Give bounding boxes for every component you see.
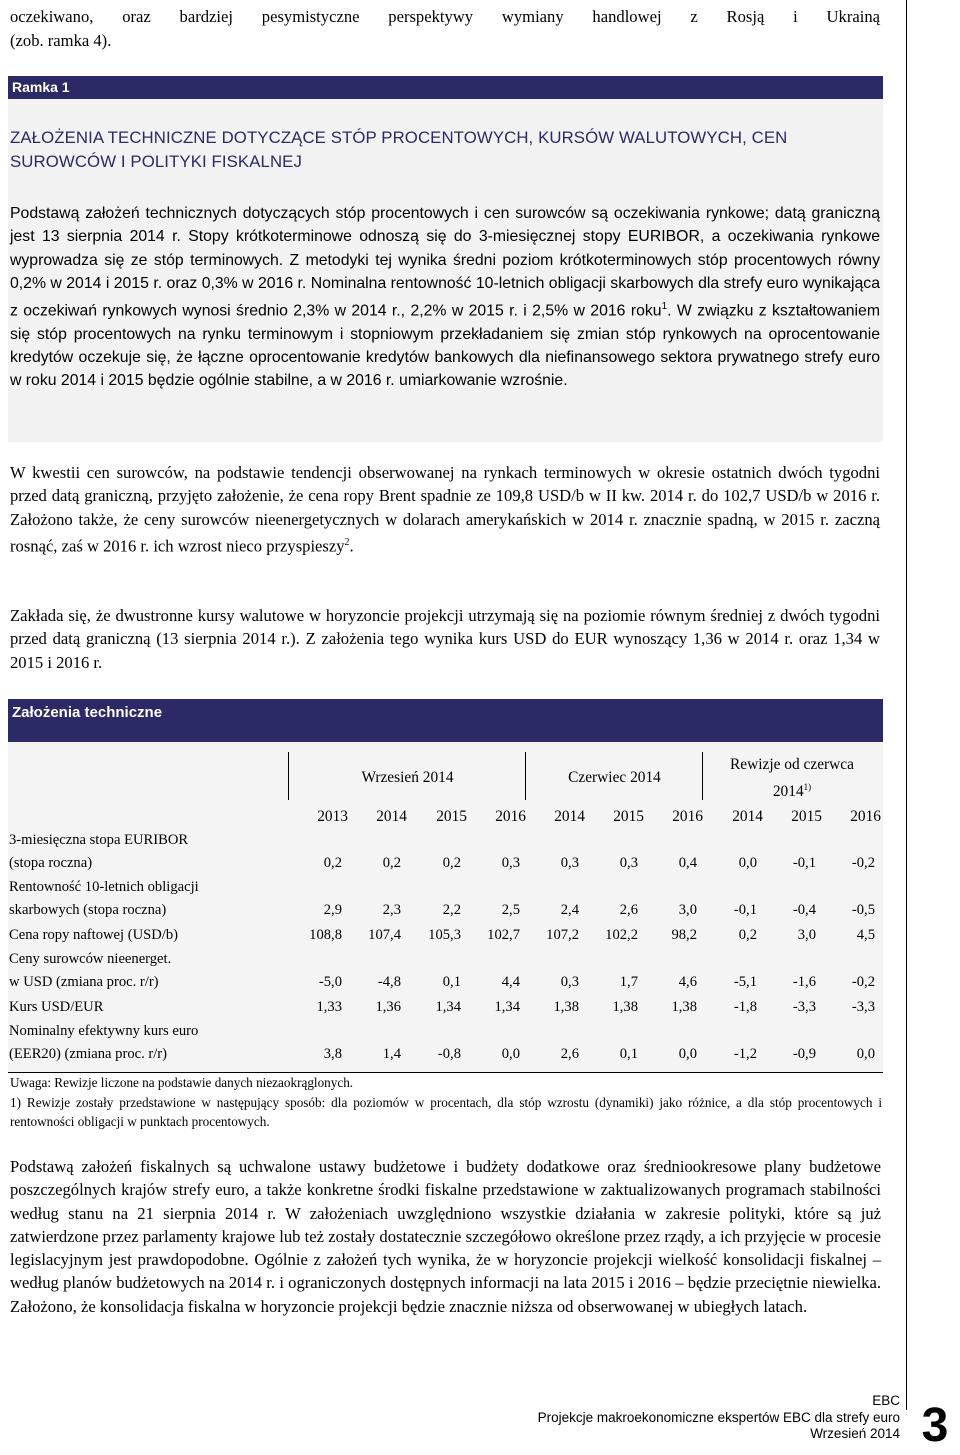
table-cell: -1,6	[792, 974, 816, 990]
table-cell: 4,5	[856, 927, 875, 943]
row-label: Cena ropy naftowej (USD/b)	[9, 927, 179, 943]
table-cell: 105,3	[428, 927, 461, 943]
group-header-revisions	[703, 752, 881, 804]
revisions-footnote-ref: 1)	[803, 781, 812, 792]
table-cell: -4,8	[377, 974, 401, 990]
table-cell: -0,2	[851, 855, 875, 871]
table-cell: 3,0	[678, 902, 697, 918]
year-header: 2016	[672, 807, 703, 825]
table-cell: 2,5	[501, 902, 520, 918]
table-cell: -0,8	[437, 1046, 461, 1062]
footnote-ref-1: 1	[661, 301, 668, 313]
table-cell: 107,4	[368, 927, 401, 943]
table-cell: 0,0	[678, 1046, 697, 1062]
table-cell: 98,2	[671, 927, 697, 943]
table-cell: 1,4	[382, 1046, 401, 1062]
row-label: skarbowych (stopa roczna)	[9, 902, 167, 918]
row-label: w USD (zmiana proc. r/r)	[9, 974, 159, 990]
table-cell: 3,8	[323, 1046, 342, 1062]
row-label: (stopa roczna)	[9, 855, 93, 871]
box-paragraph-1-text-cont: . W związku z kształtowaniem się stóp procentowych na rynku terminowym i stopniowym przekładaniem się zmian stóp rynkowych na oprocentowanie kredytów oczekuje się, że łączne oprocentowanie kredytów bankowych dla niefinansowego sektora prywatnego strefy euro w roku 2014 i 2015 będzie ogólnie stabilne, a w 2016 r. umiarkowanie wzrośnie.	[10, 302, 880, 390]
technical-assumptions-table	[9, 752, 881, 1067]
table-cell: 0,0	[856, 1046, 875, 1062]
table-row-label-line	[9, 876, 881, 898]
year-header: 2015	[436, 807, 467, 825]
table-cell: 0,4	[678, 855, 697, 871]
table-cell: 102,7	[487, 927, 520, 943]
table-cell: 0,3	[619, 855, 638, 871]
intro-line-2: (zob. ramka 4).	[10, 31, 112, 50]
table-row	[9, 851, 881, 876]
footnote-ref-2: 2	[344, 536, 350, 548]
table-cell: 1,7	[619, 974, 638, 990]
table-row	[9, 970, 881, 995]
table-cell: 0,2	[442, 855, 461, 871]
table-cell: 3,0	[797, 927, 816, 943]
table-cell: 0,3	[501, 855, 520, 871]
table-cell: 0,1	[619, 1046, 638, 1062]
table-cell: 0,2	[382, 855, 401, 871]
table-row	[9, 898, 881, 923]
table-row-label-line	[9, 829, 881, 851]
table-group-header-row	[9, 752, 881, 804]
box-heading: ZAŁOŻENIA TECHNICZNE DOTYCZĄCE STÓP PROCENTOWYCH, KURSÓW WALUTOWYCH, CEN SUROWCÓW I POLITYKI FISKALNEJ	[10, 128, 788, 171]
table-cell: 4,4	[501, 974, 520, 990]
table-cell: 2,6	[619, 902, 638, 918]
box-paragraph-2-text-cont: .	[349, 536, 354, 556]
table-cell: -0,5	[851, 902, 875, 918]
fiscal-policy-paragraph: Podstawą założeń fiskalnych są uchwalone ustawy budżetowe i budżety dodatkowe oraz średniookresowe plany budżetowe poszczególnych krajów strefy euro, a także konkretne środki fiskalne przedstawione w zaktualizowanych programach stabilności według stanu na 21 sierpnia 2014 r. W założeniach uwzględniono wszystkie działania w zakresie polityki, które są już zatwierdzone przez parlamenty krajowe lub też zostały dostatecznie szczegółowo określone przez rządy, a ich przyjęcie w procesie legislacyjnym jest prawdopodobne. Ogólnie z założeń tych wynika, że w horyzoncie projekcji wielkość konsolidacji fiskalnej – według planów budżetowych na 2014 r. i ograniczonych dostępnych informacji na lata 2015 i 2016 – będzie przeciętnie niewielka. Założono, że konsolidacja fiskalna w horyzoncie projekcji będzie znacznie niższa od obserwowanej w ubiegłych latach.	[10, 1157, 881, 1316]
table-cell: -0,4	[792, 902, 816, 918]
year-header: 2014	[732, 807, 763, 825]
row-label-line1: Ceny surowców nieenerget.	[9, 950, 172, 967]
table-cell: 0,0	[738, 855, 757, 871]
footer-org: EBC	[872, 1393, 900, 1408]
table-note-2: 1) Rewizje zostały przedstawione w następujący sposób: dla poziomów w procentach, dla stóp wzrostu (dynamiki) jako różnice, a dla stóp procentowych i rentowności obligacji w punktach procentowych.	[10, 1095, 882, 1129]
table-cell: 2,4	[560, 902, 579, 918]
table-cell: -0,2	[851, 974, 875, 990]
page-margin-rule	[906, 0, 907, 1410]
table-cell: 1,36	[375, 999, 401, 1015]
table-cell: 1,38	[553, 999, 579, 1015]
table-note-1: Uwaga: Rewizje liczone na podstawie danych niezaokrąglonych.	[10, 1075, 354, 1090]
table-cell: 0,1	[442, 974, 461, 990]
table-cell: 107,2	[546, 927, 579, 943]
table-cell: 0,3	[560, 855, 579, 871]
table-year-header-row	[9, 804, 881, 829]
table-cell: 4,6	[678, 974, 697, 990]
row-label: (EER20) (zmiana proc. r/r)	[9, 1046, 168, 1062]
table-row-label-line	[9, 948, 881, 970]
box-paragraph-exchange-rates: Zakłada się, że dwustronne kursy walutowe w horyzoncie projekcji utrzymają się na poziomie równym średniej z dwóch tygodni przed datą graniczną (13 sierpnia 2014 r.). Z założenia tego wynika kurs USD do EUR wynoszący 1,36 w 2014 r. oraz 1,34 w 2015 i 2016 r.	[10, 606, 880, 672]
table-title-bar	[8, 699, 883, 742]
table-cell: 1,34	[435, 999, 461, 1015]
table-cell: 0,3	[560, 974, 579, 990]
table-cell: 0,2	[738, 927, 757, 943]
year-header: 2014	[376, 807, 407, 825]
year-header: 2016	[850, 807, 881, 825]
revisions-label-line1: Rewizje od czerwca	[730, 755, 854, 773]
page-number: 3	[921, 1399, 949, 1452]
year-header: 2015	[613, 807, 644, 825]
table-cell: 108,8	[309, 927, 342, 943]
year-header: 2016	[495, 807, 526, 825]
table-row	[9, 923, 881, 948]
table-cell: -3,3	[792, 999, 816, 1015]
table-cell: -0,1	[792, 855, 816, 871]
table-title: Założenia techniczne	[12, 704, 163, 721]
table-cell: 0,0	[501, 1046, 520, 1062]
year-header: 2013	[317, 807, 348, 825]
group-header-june: Czerwiec 2014	[568, 769, 661, 786]
table-cell: -0,9	[792, 1046, 816, 1062]
footer-date: Wrzesień 2014	[810, 1426, 900, 1441]
box-paragraph-1-text: Podstawą założeń technicznych dotyczących stóp procentowych i cen surowców są oczekiwania rynkowe; datą graniczną jest 13 sierpnia 2014 r. Stopy krótkoterminowe odnoszą się do 3-miesięcznej stopy EURIBOR, a oczekiwania rynkowe wyprowadza się ze stóp terminowych. Z metodyki tej wynika średni poziom krótkoterminowych stóp procentowych równy 0,2% w 2014 i 2015 r. oraz 0,3% w 2016 r. Nominalna rentowność 10-letnich obligacji skarbowych dla strefy euro wynikająca z oczekiwań rynkowych wynosi średnio 2,3% w 2014 r., 2,2% w 2015 r. i 2,5% w 2016 roku	[10, 205, 880, 320]
table-cell: 2,9	[323, 902, 342, 918]
table-cell: 102,2	[605, 927, 638, 943]
box-paragraph-2-text: W kwestii cen surowców, na podstawie tendencji obserwowanej na rynkach terminowych w okresie ostatnich dwóch tygodni przed datą graniczną, przyjęto założenie, że cena ropy Brent spadnie ze 109,8 USD/b w II kw. 2014 r. do 102,7 USD/b w 2016 r. Założono także, że ceny surowców nieenergetycznych w dolarach amerykańskich w 2014 r. znacznie spadną, w 2015 r. zaczną rosnąć, zaś w 2016 r. ich wzrost nieco przyspieszy	[10, 463, 880, 556]
row-label-line1: Rentowność 10-letnich obligacji	[9, 878, 199, 895]
row-label-line1: 3-miesięczna stopa EURIBOR	[9, 831, 189, 848]
table-cell: 1,34	[494, 999, 520, 1015]
table-cell: -5,1	[733, 974, 757, 990]
table-cell: -1,2	[733, 1046, 757, 1062]
table-cell: 2,2	[442, 902, 461, 918]
footer-title: Projekcje makroekonomiczne ekspertów EBC dla strefy euro	[537, 1409, 900, 1425]
table-cell: 2,6	[560, 1046, 579, 1062]
box-label-bar	[8, 76, 883, 99]
intro-line-1: oczekiwano, oraz bardziej pesymistyczne perspektywy wymiany handlowej z Rosją i Ukrainą	[10, 7, 880, 26]
table-cell: -5,0	[318, 974, 342, 990]
table-body	[9, 829, 881, 1067]
table-cell: -3,3	[851, 999, 875, 1015]
group-header-september: Wrzesień 2014	[361, 769, 454, 786]
row-label: Kurs USD/EUR	[9, 999, 104, 1015]
revisions-label-line2: 2014	[772, 783, 804, 801]
table-cell: 1,38	[612, 999, 638, 1015]
table-cell: -1,8	[733, 999, 757, 1015]
table-cell: 1,33	[316, 999, 342, 1015]
table-row	[9, 995, 881, 1020]
year-header: 2015	[791, 807, 822, 825]
table-cell: 0,2	[323, 855, 342, 871]
table-cell: 2,3	[382, 902, 401, 918]
box-paragraph-interest-rates	[10, 202, 880, 393]
table-cell: -0,1	[733, 902, 757, 918]
row-label-line1: Nominalny efektywny kurs euro	[9, 1022, 199, 1039]
table-cell: 1,38	[671, 999, 697, 1015]
table-row	[9, 1042, 881, 1067]
table-row-label-line	[9, 1020, 881, 1042]
year-header: 2014	[554, 807, 585, 825]
box-label: Ramka 1	[12, 79, 70, 95]
page-footer	[520, 1393, 900, 1443]
box-paragraph-commodities	[10, 461, 880, 558]
